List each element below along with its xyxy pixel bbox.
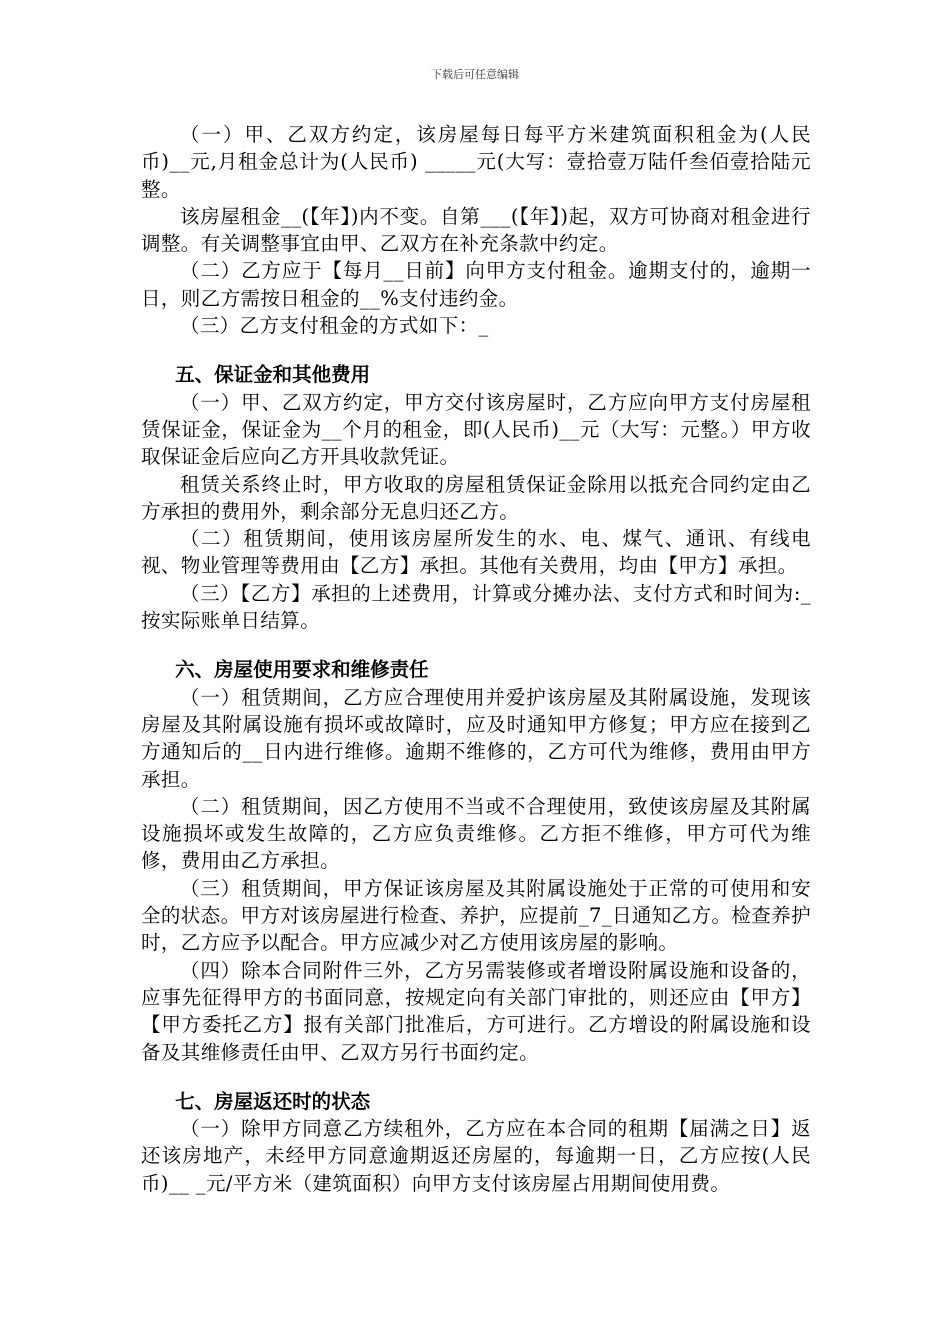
paragraph-rent-adjustment: 该房屋租金__(【年】)内不变。自第___(【年】)起，双方可协商对租金进行调整。有关调整事宜由甲、乙双方在补充条款中约定。 (141, 204, 811, 256)
paragraph-return-1: （一）除甲方同意乙方续租外，乙方应在本合同的租期【届满之日】返还该房地产，未经甲方同意逾期返还房屋的，每逾期一日，乙方应按(人民币)__ _元/平方米（建筑面积）向甲方支付该房屋占用期间使用费。 (141, 1117, 811, 1195)
paragraph-deposit-amount: （一）甲、乙双方约定，甲方交付该房屋时，乙方应向甲方支付房屋租赁保证金，保证金为__个月的租金，即(人民币)__元（大写：元整。）甲方收取保证金后应向乙方开具收款凭证。 (141, 390, 811, 469)
paragraph-rent-amount: （一）甲、乙双方约定，该房屋每日每平方米建筑面积租金为(人民币)__元,月租金总计为(人民币) _____元(大写：壹拾壹万陆仟叁佰壹拾陆元整。 (141, 123, 811, 201)
paragraph-deposit-return: 租赁关系终止时，甲方收取的房屋租赁保证金除用以抵充合同约定由乙方承担的费用外，剩余部分无息归还乙方。 (141, 472, 811, 523)
section-heading-deposit: 五、保证金和其他费用 (175, 363, 371, 387)
paragraph-utility-fees: （二）租赁期间，使用该房屋所发生的水、电、煤气、通讯、有线电视、物业管理等费用由【乙方】承担。其他有关费用，均由【甲方】承担。 (141, 527, 811, 578)
paragraph-maintenance-3: （三）租赁期间，甲方保证该房屋及其附属设施处于正常的可使用和安全的状态。甲方对该房屋进行检查、养护，应提前_7_日通知乙方。检查养护时，乙方应予以配合。甲方应减少对乙方使用该房屋的影响。 (141, 876, 811, 955)
document-body (141, 121, 811, 1197)
paragraph-maintenance-4: （四）除本合同附件三外，乙方另需装修或者增设附属设施和设备的，应事先征得甲方的书面同意，按规定向有关部门审批的，则还应由【甲方】【甲方委托乙方】报有关部门批准后，方可进行。乙方增设的附属设施和设备及其维修责任由甲、乙双方另行书面约定。 (141, 958, 811, 1064)
paragraph-payment-deadline: （二）乙方应于【每月__日前】向甲方支付租金。逾期支付的，逾期一日，则乙方需按日租金的__%支付违约金。 (141, 259, 811, 310)
paragraph-payment-method: （三）乙方支付租金的方式如下：_ (180, 314, 489, 338)
page-header: 下载后可任意编辑 (431, 68, 519, 81)
section-heading-return-condition: 七、房屋返还时的状态 (175, 1089, 371, 1113)
section-heading-usage-maintenance: 六、房屋使用要求和维修责任 (175, 658, 429, 682)
paragraph-fee-settlement: （三）【乙方】承担的上述费用，计算或分摊办法、支付方式和时间为:_按实际账单日结算。 (141, 581, 811, 633)
paragraph-maintenance-2: （二）租赁期间，因乙方使用不当或不合理使用，致使该房屋及其附属设施损坏或发生故障的，乙方应负责维修。乙方拒不维修，甲方可代为维修，费用由乙方承担。 (141, 794, 811, 873)
paragraph-maintenance-1: （一）租赁期间，乙方应合理使用并爱护该房屋及其附属设施，发现该房屋及其附属设施有损坏或故障时，应及时通知甲方修复；甲方应在接到乙方通知后的__日内进行维修。逾期不维修的，乙方可代为维修，费用由甲方承担。 (141, 685, 811, 791)
